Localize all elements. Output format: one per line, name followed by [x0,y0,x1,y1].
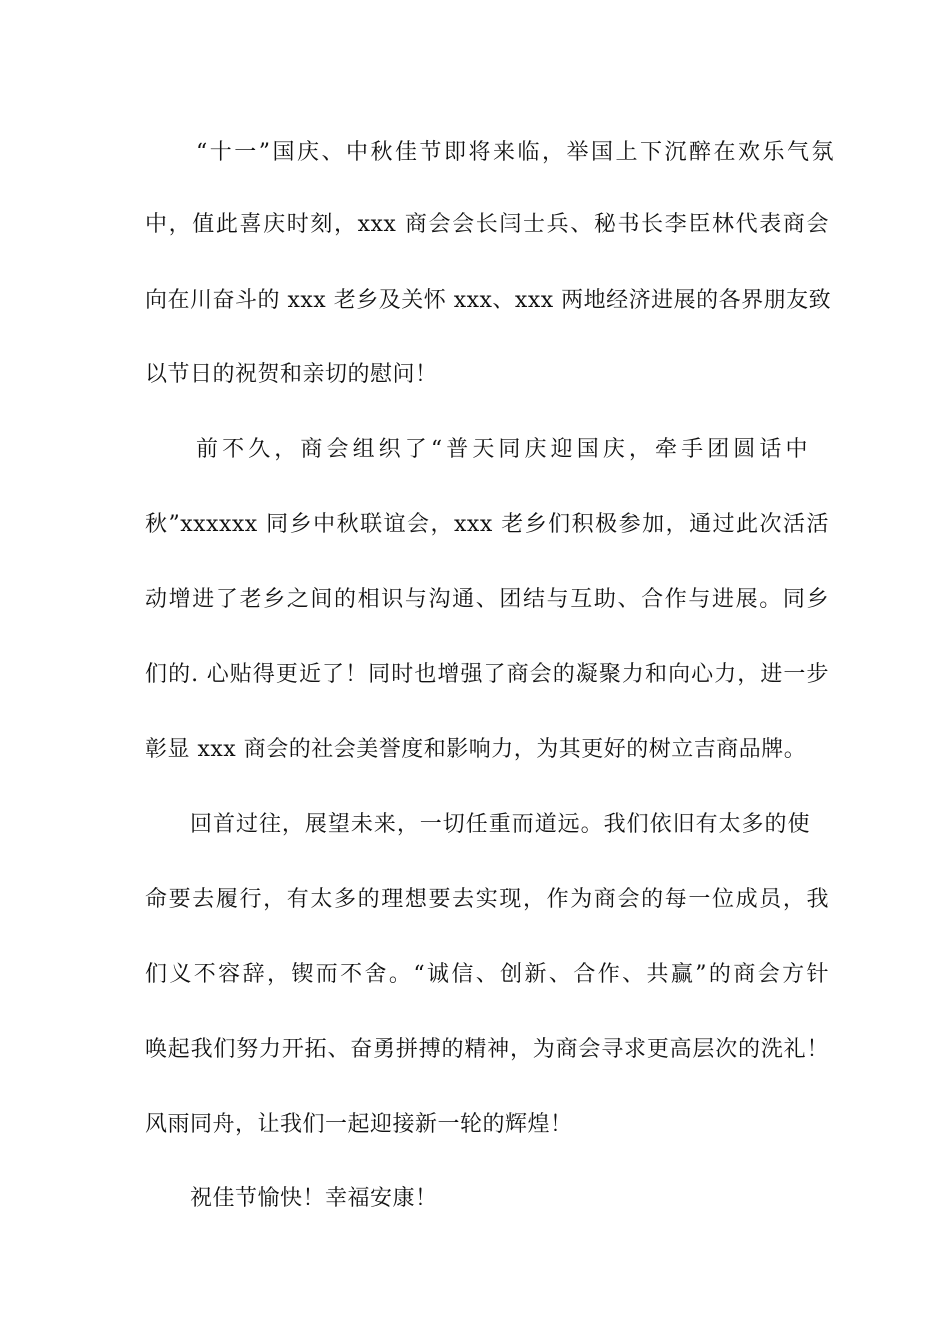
paragraph-line: 们义不容辞，锲而不舍。“诚信、创新、合作、共赢”的商会方针 [145,962,829,987]
paragraph-line: 命要去履行，有太多的理想要去实现，作为商会的每一位成员，我 [145,887,829,912]
paragraph-line: 以节日的祝贺和亲切的慰问！ [145,362,438,387]
closing-greeting: 祝佳节愉快！幸福安康！ [190,1186,438,1211]
paragraph-line: 们的. 心贴得更近了！同时也增强了商会的凝聚力和向心力，进一步 [145,662,829,687]
paragraph-line: 中，值此喜庆时刻，xxx 商会会长闫士兵、秘书长李臣林代表商会 [145,212,829,237]
paragraph-line: 向在川奋斗的 xxx 老乡及关怀 xxx、xxx 两地经济进展的各界朋友致 [145,288,832,313]
paragraph-line: “十一”国庆、中秋佳节即将来临，举国上下沉醉在欢乐气氛 [196,140,834,165]
paragraph-line: 前不久，商会组织了“普天同庆迎国庆，牵手团圆话中 [196,437,808,462]
paragraph-line: 秋”xxxxxx 同乡中秋联谊会，xxx 老乡们积极参加，通过此次活活 [145,512,829,537]
paragraph-line: 彰显 xxx 商会的社会美誉度和影响力，为其更好的树立吉商品牌。 [145,737,807,762]
paragraph-line: 唤起我们努力开拓、奋勇拼搏的精神，为商会寻求更高层次的洗礼！ [145,1037,829,1062]
paragraph-line: 风雨同舟，让我们一起迎接新一轮的辉煌！ [145,1112,573,1137]
paragraph-line: 回首过往，展望未来，一切任重而道远。我们依旧有太多的使 [190,812,810,837]
paragraph-line: 动增进了老乡之间的相识与沟通、团结与互助、合作与进展。同乡 [145,587,829,612]
